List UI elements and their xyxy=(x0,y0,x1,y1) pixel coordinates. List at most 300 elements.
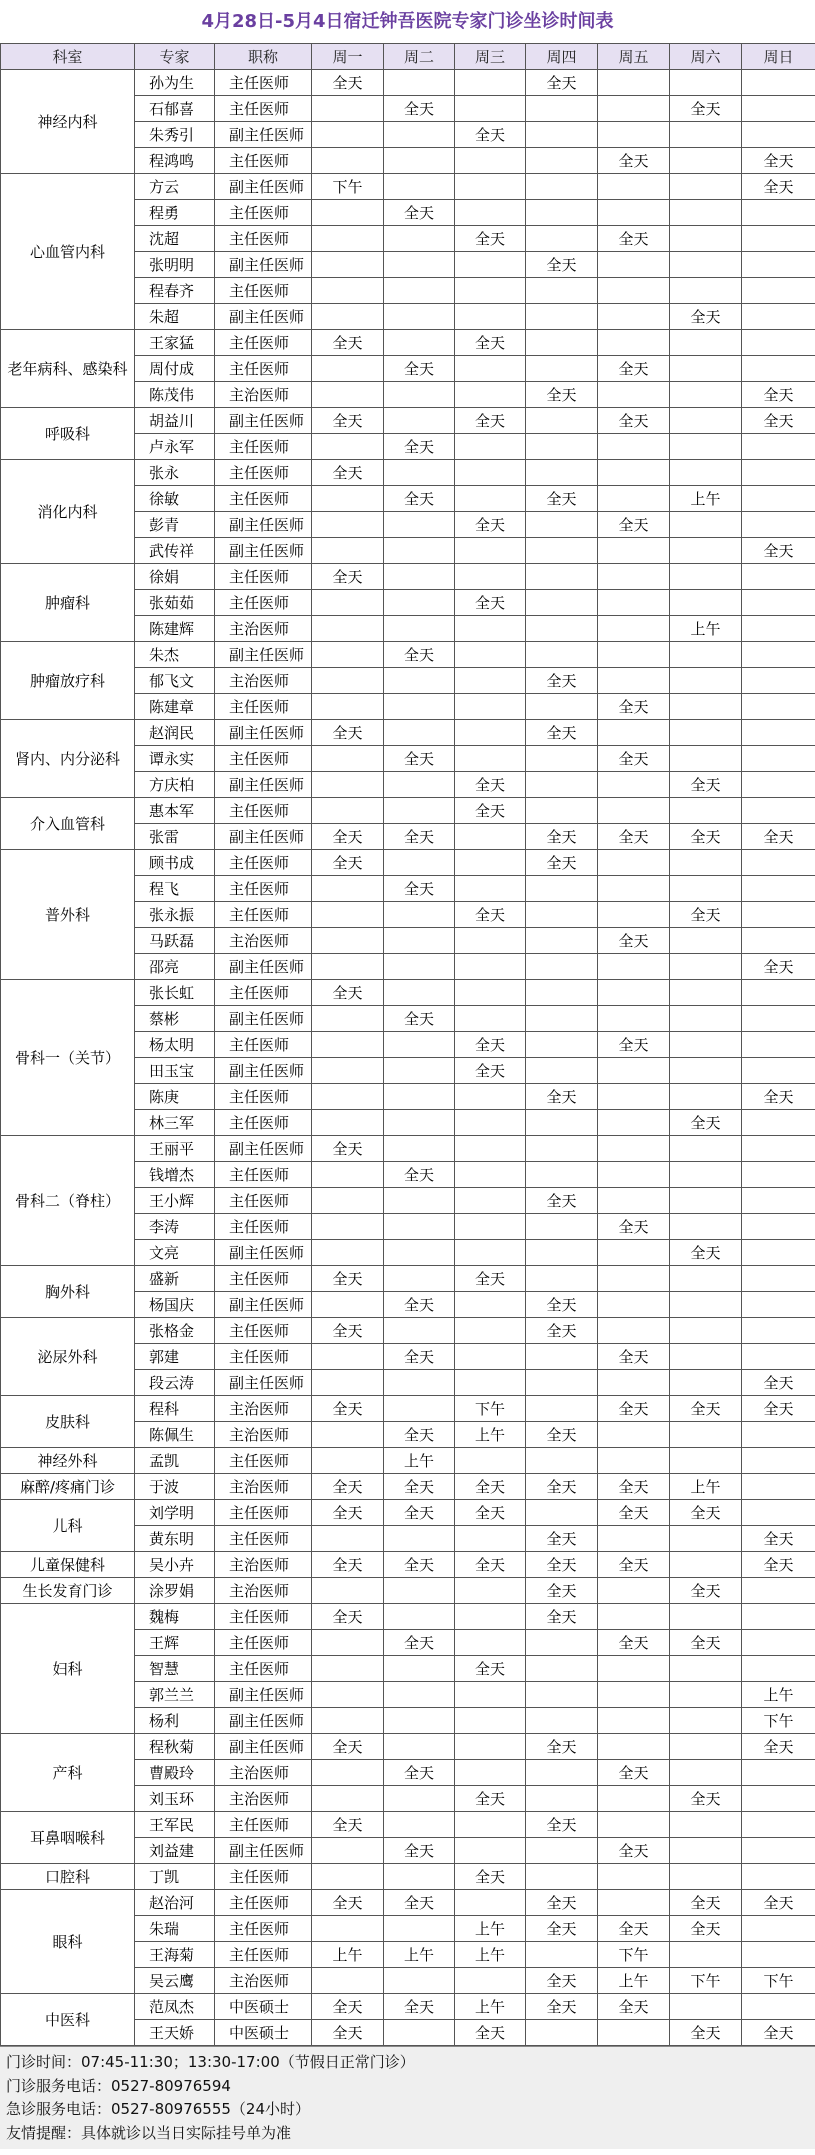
schedule-cell xyxy=(742,304,815,330)
schedule-cell xyxy=(384,382,455,408)
schedule-cell: 全天 xyxy=(455,408,526,434)
schedule-cell xyxy=(526,954,598,980)
schedule-cell xyxy=(670,642,742,668)
schedule-cell xyxy=(526,122,598,148)
schedule-cell: 全天 xyxy=(598,824,670,850)
schedule-cell xyxy=(742,1240,815,1266)
schedule-cell xyxy=(670,746,742,772)
doctor-name: 程飞 xyxy=(135,876,215,902)
doctor-title: 主任医师 xyxy=(215,200,312,226)
doctor-title: 主任医师 xyxy=(215,356,312,382)
schedule-cell xyxy=(742,1630,815,1656)
schedule-cell xyxy=(598,772,670,798)
department-cell: 肿瘤科 xyxy=(1,564,135,642)
schedule-cell xyxy=(312,1292,384,1318)
schedule-cell xyxy=(598,1708,670,1734)
schedule-cell xyxy=(384,278,455,304)
schedule-body xyxy=(1,70,815,2046)
schedule-cell xyxy=(670,1656,742,1682)
department-cell: 老年病科、感染科 xyxy=(1,330,135,408)
schedule-cell: 全天 xyxy=(742,1734,815,1760)
doctor-name: 王军民 xyxy=(135,1812,215,1838)
doctor-name: 张格金 xyxy=(135,1318,215,1344)
doctor-title: 主任医师 xyxy=(215,1032,312,1058)
schedule-cell xyxy=(526,408,598,434)
schedule-cell xyxy=(384,330,455,356)
schedule-cell xyxy=(670,564,742,590)
doctor-name: 孟凯 xyxy=(135,1448,215,1474)
doctor-name: 彭青 xyxy=(135,512,215,538)
schedule-cell xyxy=(312,746,384,772)
footer-info xyxy=(0,2046,815,2149)
doctor-title: 主任医师 xyxy=(215,70,312,96)
department-cell: 神经外科 xyxy=(1,1448,135,1474)
schedule-cell: 全天 xyxy=(526,1526,598,1552)
schedule-cell xyxy=(384,1786,455,1812)
schedule-cell xyxy=(384,850,455,876)
department-cell: 骨科二（脊柱） xyxy=(1,1136,135,1266)
schedule-cell xyxy=(598,1318,670,1344)
schedule-cell xyxy=(455,1812,526,1838)
schedule-cell xyxy=(384,1318,455,1344)
schedule-cell xyxy=(742,668,815,694)
schedule-cell xyxy=(742,1786,815,1812)
schedule-cell xyxy=(670,1682,742,1708)
schedule-cell xyxy=(384,902,455,928)
doctor-title: 副主任医师 xyxy=(215,122,312,148)
schedule-cell xyxy=(312,1864,384,1890)
schedule-cell xyxy=(312,434,384,460)
department-cell: 骨科一（关节） xyxy=(1,980,135,1136)
schedule-cell xyxy=(312,1422,384,1448)
doctor-title: 副主任医师 xyxy=(215,512,312,538)
schedule-cell: 全天 xyxy=(598,512,670,538)
schedule-cell xyxy=(742,1110,815,1136)
schedule-cell xyxy=(742,1318,815,1344)
doctor-title: 主任医师 xyxy=(215,1266,312,1292)
department-cell: 介入血管科 xyxy=(1,798,135,850)
schedule-cell xyxy=(598,798,670,824)
schedule-cell: 下午 xyxy=(312,174,384,200)
schedule-cell: 全天 xyxy=(384,1760,455,1786)
doctor-title: 副主任医师 xyxy=(215,1292,312,1318)
table-row xyxy=(1,1500,815,1526)
doctor-title: 副主任医师 xyxy=(215,252,312,278)
schedule-cell xyxy=(598,1526,670,1552)
schedule-cell xyxy=(598,122,670,148)
schedule-cell xyxy=(526,1266,598,1292)
schedule-cell xyxy=(384,1188,455,1214)
header-thu: 周四 xyxy=(526,44,598,70)
schedule-cell: 全天 xyxy=(526,1968,598,1994)
schedule-cell xyxy=(598,720,670,746)
doctor-title: 主治医师 xyxy=(215,382,312,408)
schedule-cell: 全天 xyxy=(742,1084,815,1110)
schedule-cell xyxy=(384,252,455,278)
doctor-title: 副主任医师 xyxy=(215,1682,312,1708)
schedule-cell xyxy=(742,772,815,798)
schedule-cell xyxy=(384,1032,455,1058)
header-fri: 周五 xyxy=(598,44,670,70)
schedule-cell xyxy=(455,1188,526,1214)
schedule-cell xyxy=(526,1110,598,1136)
schedule-cell xyxy=(670,512,742,538)
schedule-cell: 上午 xyxy=(670,1474,742,1500)
schedule-cell xyxy=(312,1006,384,1032)
schedule-cell: 上午 xyxy=(384,1448,455,1474)
schedule-cell xyxy=(455,460,526,486)
schedule-cell: 下午 xyxy=(455,1396,526,1422)
schedule-cell xyxy=(670,1136,742,1162)
doctor-name: 马跃磊 xyxy=(135,928,215,954)
schedule-cell: 全天 xyxy=(312,1474,384,1500)
schedule-cell xyxy=(526,356,598,382)
doctor-title: 主任医师 xyxy=(215,1318,312,1344)
schedule-cell xyxy=(384,564,455,590)
doctor-name: 魏梅 xyxy=(135,1604,215,1630)
header-mon: 周一 xyxy=(312,44,384,70)
schedule-cell xyxy=(742,1812,815,1838)
schedule-cell xyxy=(742,1006,815,1032)
doctor-title: 主任医师 xyxy=(215,590,312,616)
schedule-cell xyxy=(312,1370,384,1396)
table-row xyxy=(1,1474,815,1500)
schedule-cell xyxy=(742,486,815,512)
schedule-cell: 全天 xyxy=(670,96,742,122)
schedule-cell xyxy=(312,1526,384,1552)
doctor-name: 周付成 xyxy=(135,356,215,382)
schedule-cell xyxy=(455,1890,526,1916)
schedule-cell xyxy=(312,590,384,616)
schedule-cell xyxy=(384,148,455,174)
department-cell: 皮肤科 xyxy=(1,1396,135,1448)
schedule-cell: 全天 xyxy=(598,1916,670,1942)
schedule-cell xyxy=(312,1656,384,1682)
schedule-cell xyxy=(312,1786,384,1812)
schedule-cell xyxy=(312,954,384,980)
doctor-name: 王丽平 xyxy=(135,1136,215,1162)
doctor-title: 主任医师 xyxy=(215,1344,312,1370)
doctor-title: 副主任医师 xyxy=(215,174,312,200)
schedule-cell xyxy=(384,2020,455,2046)
schedule-cell xyxy=(384,226,455,252)
schedule-cell xyxy=(455,200,526,226)
schedule-cell xyxy=(742,590,815,616)
doctor-name: 武传祥 xyxy=(135,538,215,564)
schedule-cell xyxy=(526,434,598,460)
schedule-cell: 全天 xyxy=(598,1994,670,2020)
schedule-cell xyxy=(742,720,815,746)
schedule-cell xyxy=(455,980,526,1006)
doctor-title: 副主任医师 xyxy=(215,1370,312,1396)
schedule-cell xyxy=(384,70,455,96)
schedule-cell: 全天 xyxy=(670,772,742,798)
schedule-cell xyxy=(742,70,815,96)
doctor-title: 主治医师 xyxy=(215,1396,312,1422)
doctor-title: 副主任医师 xyxy=(215,720,312,746)
schedule-cell xyxy=(670,850,742,876)
table-row xyxy=(1,460,815,486)
schedule-cell: 全天 xyxy=(598,1552,670,1578)
schedule-cell: 全天 xyxy=(670,1500,742,1526)
schedule-cell xyxy=(742,1266,815,1292)
schedule-cell xyxy=(526,1500,598,1526)
schedule-cell xyxy=(742,1604,815,1630)
schedule-cell xyxy=(670,460,742,486)
schedule-cell xyxy=(742,1916,815,1942)
schedule-cell xyxy=(742,1032,815,1058)
schedule-cell xyxy=(526,278,598,304)
schedule-cell xyxy=(455,694,526,720)
doctor-title: 主任医师 xyxy=(215,278,312,304)
schedule-cell xyxy=(384,1370,455,1396)
schedule-cell xyxy=(384,1214,455,1240)
schedule-cell: 全天 xyxy=(526,70,598,96)
schedule-cell xyxy=(455,1318,526,1344)
schedule-cell xyxy=(384,1058,455,1084)
doctor-name: 徐敏 xyxy=(135,486,215,512)
doctor-name: 沈超 xyxy=(135,226,215,252)
department-cell: 生长发育门诊 xyxy=(1,1578,135,1604)
doctor-title: 主任医师 xyxy=(215,1604,312,1630)
schedule-cell xyxy=(526,1162,598,1188)
schedule-cell xyxy=(598,902,670,928)
schedule-cell: 全天 xyxy=(455,902,526,928)
schedule-cell: 上午 xyxy=(455,1994,526,2020)
doctor-name: 林三军 xyxy=(135,1110,215,1136)
schedule-cell: 全天 xyxy=(384,1552,455,1578)
schedule-cell xyxy=(526,1942,598,1968)
doctor-name: 钱增杰 xyxy=(135,1162,215,1188)
schedule-cell xyxy=(384,954,455,980)
schedule-cell xyxy=(312,1838,384,1864)
schedule-cell xyxy=(526,1240,598,1266)
doctor-title: 副主任医师 xyxy=(215,824,312,850)
schedule-cell: 全天 xyxy=(598,1760,670,1786)
schedule-cell xyxy=(670,1604,742,1630)
schedule-cell xyxy=(455,1968,526,1994)
doctor-title: 主任医师 xyxy=(215,1084,312,1110)
schedule-cell xyxy=(526,1864,598,1890)
doctor-title: 副主任医师 xyxy=(215,1708,312,1734)
doctor-title: 中医硕士 xyxy=(215,2020,312,2046)
schedule-cell xyxy=(455,538,526,564)
doctor-title: 主治医师 xyxy=(215,1552,312,1578)
doctor-title: 主任医师 xyxy=(215,564,312,590)
doctor-name: 张永 xyxy=(135,460,215,486)
schedule-cell xyxy=(670,174,742,200)
schedule-cell xyxy=(742,330,815,356)
schedule-cell xyxy=(670,1422,742,1448)
schedule-cell xyxy=(312,538,384,564)
schedule-cell xyxy=(455,486,526,512)
schedule-cell xyxy=(312,1630,384,1656)
department-cell: 眼科 xyxy=(1,1890,135,1994)
schedule-cell xyxy=(455,1214,526,1240)
doctor-name: 程秋菊 xyxy=(135,1734,215,1760)
schedule-cell: 全天 xyxy=(312,1890,384,1916)
schedule-cell xyxy=(312,668,384,694)
schedule-cell: 全天 xyxy=(526,824,598,850)
table-row xyxy=(1,1812,815,1838)
doctor-name: 孙为生 xyxy=(135,70,215,96)
schedule-cell xyxy=(526,1630,598,1656)
doctor-name: 吴小卉 xyxy=(135,1552,215,1578)
schedule-cell xyxy=(312,96,384,122)
schedule-cell xyxy=(312,148,384,174)
schedule-cell: 全天 xyxy=(455,1786,526,1812)
doctor-name: 陈建章 xyxy=(135,694,215,720)
doctor-name: 胡益川 xyxy=(135,408,215,434)
schedule-cell xyxy=(742,850,815,876)
schedule-cell xyxy=(670,954,742,980)
doctor-name: 王小辉 xyxy=(135,1188,215,1214)
doctor-name: 邵亮 xyxy=(135,954,215,980)
schedule-cell: 全天 xyxy=(526,252,598,278)
schedule-cell xyxy=(526,928,598,954)
schedule-cell xyxy=(312,304,384,330)
doctor-name: 吴云鹰 xyxy=(135,1968,215,1994)
table-row xyxy=(1,174,815,200)
schedule-cell xyxy=(598,70,670,96)
department-cell: 儿科 xyxy=(1,1500,135,1552)
doctor-title: 副主任医师 xyxy=(215,1058,312,1084)
schedule-cell xyxy=(742,1422,815,1448)
schedule-cell xyxy=(598,1812,670,1838)
schedule-cell xyxy=(384,512,455,538)
department-cell: 肿瘤放疗科 xyxy=(1,642,135,720)
table-row xyxy=(1,1890,815,1916)
schedule-cell xyxy=(526,642,598,668)
header-title: 职称 xyxy=(215,44,312,70)
schedule-cell xyxy=(384,590,455,616)
schedule-cell: 全天 xyxy=(384,434,455,460)
schedule-cell xyxy=(312,1708,384,1734)
doctor-title: 副主任医师 xyxy=(215,1734,312,1760)
schedule-cell xyxy=(670,928,742,954)
schedule-cell xyxy=(670,1344,742,1370)
schedule-cell xyxy=(598,434,670,460)
doctor-title: 主任医师 xyxy=(215,1162,312,1188)
doctor-title: 主任医师 xyxy=(215,902,312,928)
schedule-cell xyxy=(742,200,815,226)
department-cell: 口腔科 xyxy=(1,1864,135,1890)
schedule-cell xyxy=(526,200,598,226)
schedule-cell xyxy=(384,1734,455,1760)
doctor-title: 主任医师 xyxy=(215,96,312,122)
schedule-cell: 全天 xyxy=(455,1474,526,1500)
schedule-cell: 全天 xyxy=(384,824,455,850)
department-cell: 心血管内科 xyxy=(1,174,135,330)
schedule-cell xyxy=(455,1526,526,1552)
schedule-cell: 下午 xyxy=(598,1942,670,1968)
schedule-cell xyxy=(598,278,670,304)
department-cell: 中医科 xyxy=(1,1994,135,2046)
schedule-cell xyxy=(384,1968,455,1994)
table-row xyxy=(1,642,815,668)
schedule-cell: 全天 xyxy=(384,96,455,122)
schedule-cell xyxy=(455,928,526,954)
schedule-cell: 全天 xyxy=(526,720,598,746)
doctor-name: 陈建辉 xyxy=(135,616,215,642)
schedule-cell: 全天 xyxy=(742,174,815,200)
schedule-cell xyxy=(384,1240,455,1266)
schedule-cell xyxy=(742,512,815,538)
schedule-cell: 全天 xyxy=(384,1630,455,1656)
doctor-name: 于波 xyxy=(135,1474,215,1500)
schedule-cell xyxy=(526,1344,598,1370)
schedule-cell xyxy=(526,304,598,330)
schedule-cell: 全天 xyxy=(742,538,815,564)
schedule-cell xyxy=(455,1448,526,1474)
schedule-cell: 全天 xyxy=(384,1292,455,1318)
schedule-cell xyxy=(455,876,526,902)
schedule-cell: 全天 xyxy=(742,1396,815,1422)
table-row xyxy=(1,850,815,876)
schedule-cell xyxy=(384,1864,455,1890)
schedule-cell: 全天 xyxy=(384,1006,455,1032)
schedule-cell xyxy=(455,1370,526,1396)
schedule-cell xyxy=(455,304,526,330)
schedule-cell xyxy=(742,1136,815,1162)
schedule-cell: 全天 xyxy=(670,1578,742,1604)
schedule-cell xyxy=(742,356,815,382)
department-cell: 产科 xyxy=(1,1734,135,1812)
schedule-cell: 全天 xyxy=(384,1422,455,1448)
schedule-cell xyxy=(670,1162,742,1188)
schedule-cell: 全天 xyxy=(312,1318,384,1344)
schedule-cell: 全天 xyxy=(670,1396,742,1422)
friendly-notice: 友情提醒：具体就诊以当日实际挂号单为准 xyxy=(6,2123,292,2142)
schedule-cell xyxy=(670,1006,742,1032)
schedule-cell xyxy=(312,1916,384,1942)
schedule-cell: 全天 xyxy=(598,928,670,954)
doctor-title: 主治医师 xyxy=(215,1786,312,1812)
schedule-cell xyxy=(526,2020,598,2046)
schedule-cell xyxy=(384,1812,455,1838)
department-cell: 消化内科 xyxy=(1,460,135,564)
schedule-cell xyxy=(455,1110,526,1136)
schedule-cell xyxy=(670,148,742,174)
schedule-cell xyxy=(455,70,526,96)
schedule-cell: 全天 xyxy=(312,330,384,356)
schedule-cell xyxy=(384,980,455,1006)
doctor-name: 黄东明 xyxy=(135,1526,215,1552)
schedule-cell xyxy=(598,1682,670,1708)
doctor-name: 涂罗娟 xyxy=(135,1578,215,1604)
doctor-name: 王海菊 xyxy=(135,1942,215,1968)
schedule-cell xyxy=(526,1682,598,1708)
doctor-name: 方庆柏 xyxy=(135,772,215,798)
schedule-cell xyxy=(384,1708,455,1734)
doctor-name: 郭建 xyxy=(135,1344,215,1370)
doctor-name: 杨国庆 xyxy=(135,1292,215,1318)
schedule-cell xyxy=(742,252,815,278)
table-row xyxy=(1,1266,815,1292)
doctor-name: 赵治河 xyxy=(135,1890,215,1916)
schedule-cell: 全天 xyxy=(455,1032,526,1058)
doctor-name: 盛新 xyxy=(135,1266,215,1292)
schedule-cell xyxy=(598,668,670,694)
schedule-cell xyxy=(742,1864,815,1890)
header-dept: 科室 xyxy=(1,44,135,70)
schedule-cell: 下午 xyxy=(742,1968,815,1994)
schedule-cell xyxy=(526,1448,598,1474)
schedule-cell xyxy=(455,1292,526,1318)
schedule-cell: 全天 xyxy=(312,2020,384,2046)
doctor-title: 中医硕士 xyxy=(215,1994,312,2020)
doctor-title: 主任医师 xyxy=(215,486,312,512)
